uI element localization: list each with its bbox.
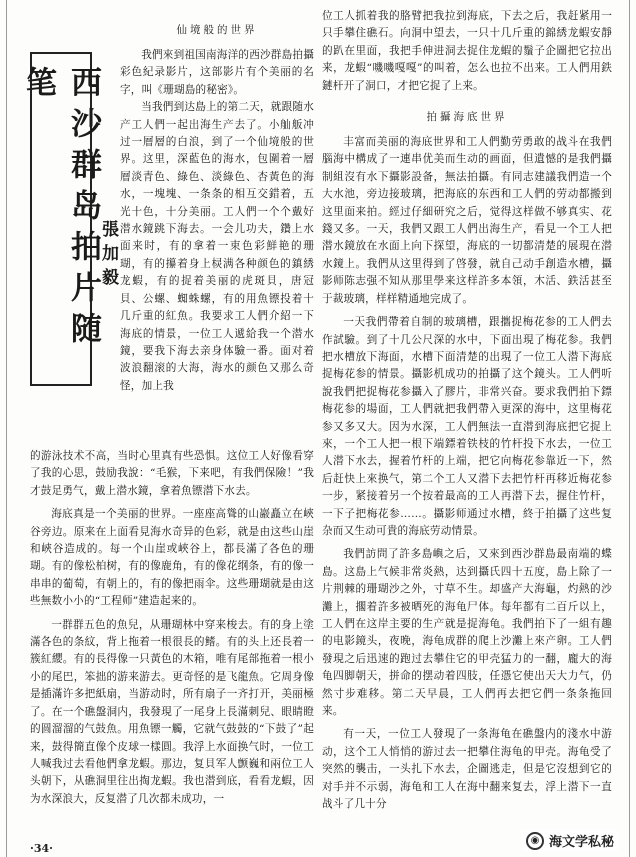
paragraph: 丰富而美丽的海底世界和工人們勤劳勇敢的战斗在我們腦海中構成了一連串优美而生动的画面，但遺憾的是我們攝制組沒有水下攝影設备，無法拍攝。有同志建議我們造一个大水池，旁边接玻璃，把海底的东西和工人們的劳动都搬到这里面来拍。經过仔細研究之后，觉得这样做不够真实、花錢又多。一天，我們又跟工人們出海生产，看見一个工人把潜水鏡放在水面上向下探望，海底的一切都清楚的展現在潜水鏡上。我們从这里得到了啓發，就自己动手創造水槽，攝影师陈志强不知从那里學来这样許多本領，木活、鉄活甚至于裁玻璃，样样精通地完成了。 xyxy=(322,136,612,305)
watermark xyxy=(522,830,618,851)
left-float-text xyxy=(120,8,314,395)
article-title: 西沙群岛拍片随笔 xyxy=(20,66,101,353)
watermark-text: 海文学私秘 xyxy=(548,835,614,850)
paragraph: 当我們到达島上的第二天，就跟随水产工人們一起出海生产去了。小舢舨冲过一層層的白浪，到了一个仙境般的世界。这里，深藍色的海水，包圍着一層層淡青色、綠色、淡綠色、杏黃色的海水，一塊塊、一条条的相互交錯着，五光十色，十分美丽。工人們一个个戴好潜水鏡跳下海去。一会儿功夫，鑽上水面来时，有的拿着一束色彩鮮艳的珊瑚，有的攥着身上棂满各种颜色的鎮綉龙蝦，有的捉着美丽的虎斑貝，唐冠貝、公螺、蜘蛛螺，有的用魚镖投着十几斤重的紅魚。我要求工人們介紹一下海底的情景，一位工人遞給我一个潜水鏡，要我下海去亲身体驗一番。面对着波浪翻滚的大海，海水的颜色又那么奇怪，加上我 xyxy=(120,101,314,392)
paragraph: 的游泳技术不高，当时心里真有些恐惧。这位工人好像看穿了我的心思，鼓励我說：“毛猴，下来吧，有我們保險！”我才鼓足勇气，戴上潜水鏡，拿着魚镖潜下水去。 xyxy=(30,450,314,497)
page-number: ·34· xyxy=(30,842,53,855)
section-title-underwater: 拍攝海底世界 xyxy=(426,111,508,124)
article-title-box xyxy=(20,52,101,386)
paragraph: 我們訪問了許多島嶼之后，又來到西沙群島最南端的蝶島。这島上气候非常炎熱，达到攝氏四十五度，島上除了一片荆棘的珊瑚沙之外，寸草不生。却盛产大海龜，灼熱的沙灘上，擱着許多被晒死的海龟尸体。每年都有二百斤以上，工人們在这岸主要的生产就是捉海龟。我們拍下了一組有趣的电影鏡头，夜晚，海龟成群的爬上沙灘上來产卵。工人們發現之后迅速的跑过去攀住它的甲壳猛力的一翻，龐大的海龟四脚朝天，拼命的摆动着四肢，任憑它使出天大力气，仍然寸步难移。第二天早晨，工人們再去把它們一条条拖回来。 xyxy=(322,548,612,718)
paragraph: 海底真是一个美丽的世界。一座座高聳的山巖矗立在峽谷旁边。原来在上面看見海水奇异的色彩，就是由这些山崖和峽谷造成的。每一个山崖或峽谷上，都長滿了各色的珊瑚。有的像松柏树，有的像鹿角，有的像花纲条，有的像一串串的葡萄，有朝上的，有的像把雨伞。这些珊瑚就是由这些無数小小的“工程师”建造起来的。 xyxy=(30,508,314,608)
section-title-wonderland: 仙境般的世界 xyxy=(176,24,258,36)
right-column xyxy=(322,8,612,848)
article-author: 張加毅 xyxy=(98,220,118,292)
paragraph: 我們來到祖国南海洋的西沙群島拍攝彩色紀录影片，这部影片有个美丽的名字，叫《珊瑚島的秘密》。 xyxy=(120,49,314,96)
paragraph: 一群群五色的魚兒，从珊瑚林中穿来梭去。有的身上塗滿各色的条紋，背上拖着一根很長的鳍。有的头上还長着一簇紅纓。有的長得像一只黃色的木箱，唯有尾部拖着一根小小的尾巴，笨拙的游来游去。更奇怪的是飞龍魚。它周身像是插滿许多把紙扇，当游动时，所有扇子一齐打开，美丽極了。在一个礁盤洞内，我發現了一尾身上長滿刺兒、眼睛瞪的圆溜溜的气鼓魚。用魚镖一觸，它就气鼓鼓的“下鼓了”起来，鼓得簡直像个皮球一樣圓。我浮上水面换气时，一位工人喊我过去看他們拿龙蝦。那边，复貝军人颤巍和兩位工人头朝下，从礁洞里往出掏龙蝦。我也潜到底，看看龙蝦，因为水深浪大，反复潜了几次都未成功，一 xyxy=(30,618,314,805)
wechat-icon: ◉ xyxy=(526,832,544,850)
left-column xyxy=(20,8,314,848)
paragraph: 位工人抓着我的胳臂把我拉到海底，下去之后，我赶紧用一只手攀住礁石。向洞中望去，一只十几斤重的錦綉龙蝦安靜的趴在里面，我把手伸进洞去捉住龙蝦的鬚子企圖把它拉出来，龙蝦“嘰嘰嘎嘎”的叫着，怎么也拉不出来。工人們用鉄鏈杆开了洞口，才把它捉了上来。 xyxy=(322,10,612,92)
left-full-text xyxy=(30,448,314,808)
paragraph: 一天我們帶着自制的玻璃槽，跟攜捉梅花参的工人們去作試驗。到了十几公尺深的水中，下面出現了梅花参。我們把水槽放下海面，水槽下面清楚的出現了一位工人潜下海底捉梅花参的情景。攝影机成功的拍攝了这个鏡头。工人們听說我們把捉梅花参攝入了膠片，非常兴奋。要求我們拍下鏢梅花参的場面，工人們就把我們帶入更深的海中，这里梅花参又多又大。因为水深，工人們無法一直潜到海底把它捉上來，一个工人把一根下端鏢着铁枝的竹杆投下水去，一位工人潜下水去，握着竹杆的上端，把它向梅花参靠近一下，然后赶快上來换气，第二个工人又潜下去把竹杆再移近梅花参一步，紧接着另一个按着最高的工人再潜下去，握住竹杆，一下子把梅花参……。攝影师通过水槽，終于拍攝了这些复杂而又生动可貴的海底劳动情景。 xyxy=(322,316,612,537)
paragraph: 有一天，一位工人發現了一条海龟在礁盤内的淺水中游动，这个工人悄悄的游过去一把攀住海龟的甲壳。海龟受了突然的襲击，一头扎下水去，企圖逃走，但是它沒想到它的对手并不示弱，海龟和工人在海中翻来复去，浮上潜下一直战斗了几十分 xyxy=(322,728,612,811)
